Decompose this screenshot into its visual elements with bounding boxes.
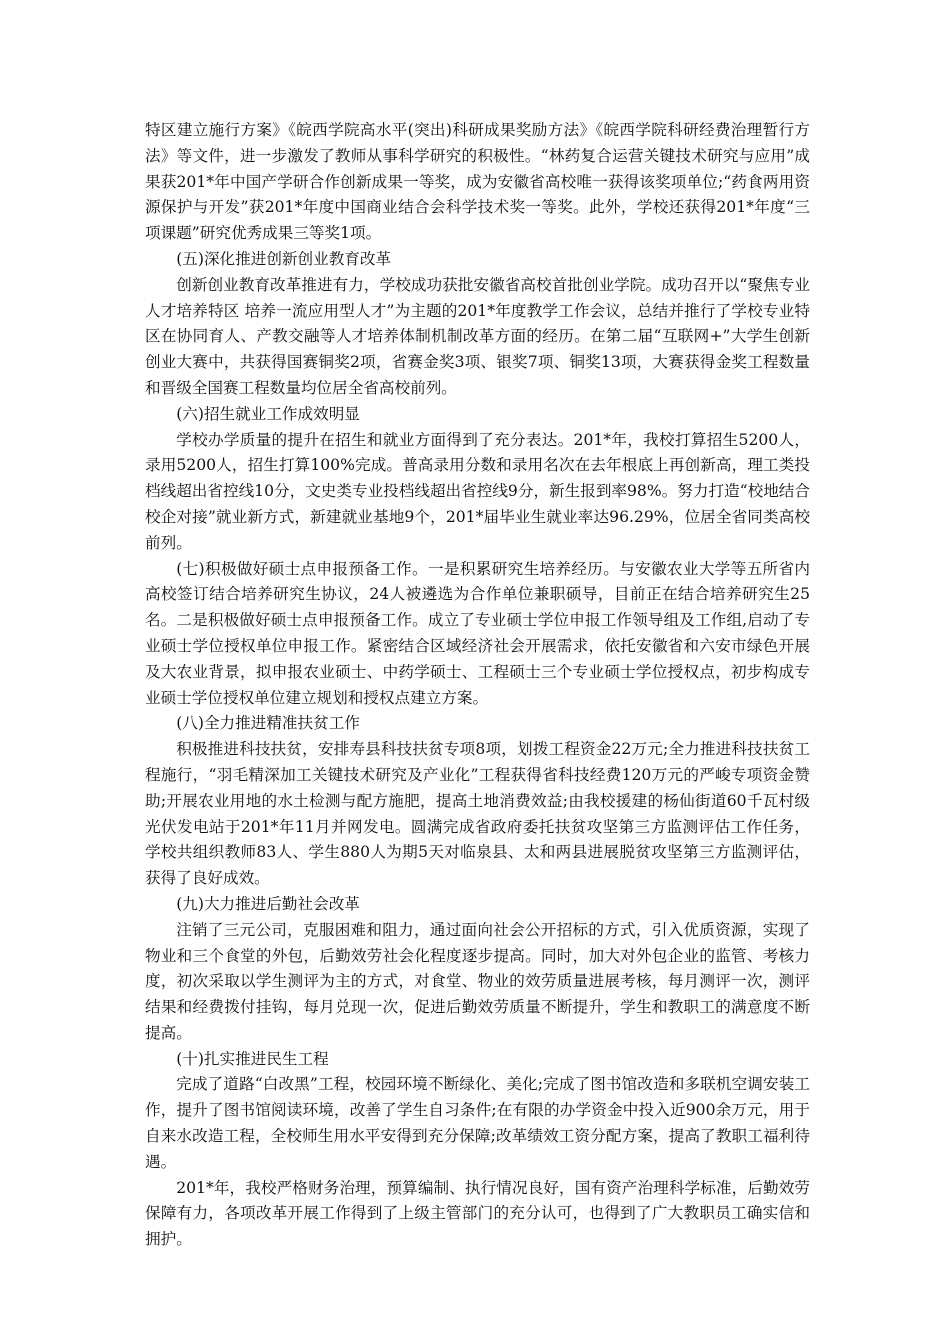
section-heading-5: (五)深化推进创新创业教育改革 bbox=[176, 249, 392, 268]
paragraph-masters-program: (七)积极做好硕士点申报预备工作。一是积累研究生培养经历。与安徽农业大学等五所省内高校签订结合培养研究生协议，24人被遴选为合作单位兼职硕导，目前正在结合培养研究生25名。二是积极做好硕士点申报预备工作。成立了专业硕士学位申报工作领导组及工作组,启动了专业硕士学位授权单位申报工作。紧密结合区域经济社会开展需求，依托安徽省和六安市绿色开展及大农业背景，拟申报农业硕士、中药学硕士、工程硕士三个专业硕士学位授权点，初步构成专业硕士学位授权单位建立规划和授权点建立方案。 bbox=[145, 559, 810, 707]
section-heading-10: (十)扎实推进民生工程 bbox=[176, 1049, 329, 1068]
paragraph-innovation-education: 创新创业教育改革推进有力，学校成功获批安徽省高校首批创业学院。成功召开以“聚焦专业人才培养特区 培养一流应用型人才”为主题的201*年度教学工作会议，总结并推行了学校专业特区在协同育人、产教交融等人才培养体制机制改革方面的经历。在第二届“互联网+”大学生创新创业大赛中，共获得国赛铜奖2项，省赛金奖3项、银奖7项、铜奖13项，大赛获得金奖工程数量和晋级全国赛工程数量均位居全省高校前列。 bbox=[145, 275, 810, 397]
section-heading-8: (八)全力推进精准扶贫工作 bbox=[176, 714, 360, 733]
paragraph-financial-summary: 201*年，我校严格财务治理，预算编制、执行情况良好，国有资产治理科学标准，后勤效劳保障有力，各项改革开展工作得到了上级主管部门的充分认可，也得到了广大教职员工确实信和拥护。 bbox=[145, 1178, 810, 1249]
section-heading-9: (九)大力推进后勤社会改革 bbox=[176, 894, 360, 913]
paragraph-logistics-reform: 注销了三元公司，克服困难和阻力，通过面向社会公开招标的方式，引入优质资源，实现了物业和三个食堂的外包，后勤效劳社会化程度逐步提高。同时，加大对外包企业的监管、考核力度，初次采取以学生测评为主的方式，对食堂、物业的效劳质量进展考核，每月测评一次，测评结果和经费拨付挂钩，每月兑现一次，促进后勤效劳质量不断提升，学生和教职工的满意度不断提高。 bbox=[145, 920, 810, 1042]
paragraph-enrollment-employment: 学校办学质量的提升在招生和就业方面得到了充分表达。201*年，我校打算招生5200人，录用5200人，招生打算100%完成。普高录用分数和录用名次在去年根底上再创新高，理工类投档线超出省控线10分，文史类专业投档线超出省控线9分，新生报到率98%。努力打造“校地结合校企对接”就业新方式，新建就业基地9个，201*届毕业生就业率达96.29%，位居全省同类高校前列。 bbox=[145, 430, 810, 552]
section-heading-6: (六)招生就业工作成效明显 bbox=[176, 404, 360, 423]
paragraph-poverty-alleviation: 积极推进科技扶贫，安排寿县科技扶贫专项8项，划拨工程资金22万元;全力推进科技扶贫工程施行，“羽毛精深加工关键技术研究及产业化”工程获得省科技经费120万元的严峻专项资金赞助;开展农业用地的水土检测与配方施肥，提高土地消费效益;由我校援建的杨仙街道60千瓦村级光伏发电站于201*年11月并网发电。圆满完成省政府委托扶贫攻坚第三方监测评估工作任务，学校共组织教师83人、学生880人为期5天对临泉县、太和两县进展脱贫攻坚第三方监测评估，获得了良好成效。 bbox=[145, 740, 810, 888]
paragraph-livelihood-projects: 完成了道路“白改黑”工程，校园环境不断绿化、美化;完成了图书馆改造和多联机空调安装工作，提升了图书馆阅读环境，改善了学生自习条件;在有限的办学资金中投入近900余万元，用于自来水改造工程，全校师生用水平安得到充分保障;改革绩效工资分配方案，提高了教职工福利待遇。 bbox=[145, 1075, 810, 1171]
paragraph-research-achievements: 特区建立施行方案》《皖西学院高水平(突出)科研成果奖励方法》《皖西学院科研经费治理暂行方法》等文件，进一步激发了教师从事科学研究的积极性。“林药复合运营关键技术研究与应用”成果获201*年中国产学研合作创新成果一等奖，成为安徽省高校唯一获得该奖项单位;“药食两用资源保护与开发”获201*年度中国商业结合会科学技术奖一等奖。此外，学校还获得201*年度“三项课题”研究优秀成果三等奖1项。 bbox=[145, 121, 810, 243]
document-body bbox=[145, 118, 810, 1253]
